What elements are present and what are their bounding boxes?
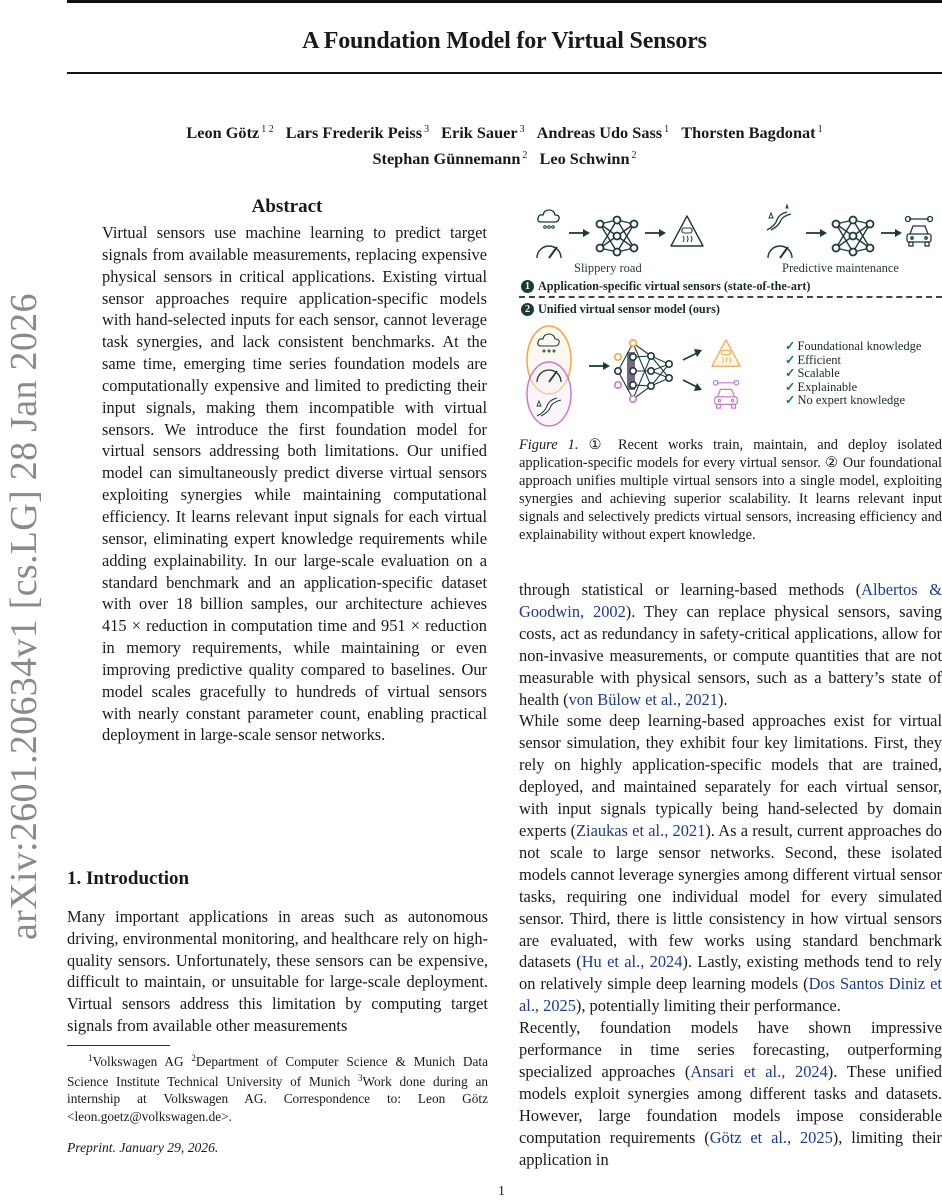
abstract-section	[67, 196, 487, 746]
neural-network-icon	[831, 216, 875, 256]
benefit-item: ✓ Scalable	[785, 366, 840, 381]
author: Andreas Udo Sass $^1$	[536, 123, 670, 142]
slippery-road-warning-icon	[709, 338, 743, 368]
introduction-paragraph: Many important applications in areas such as autonomous driving, environmental monitoring, and healthcare rely on high-quality sensors. Unfortunately, these sensors can be expensive, difficult to maintain, or unsuitable for large-scale deployment. Virtual sensors address this limitation by computing target signals from available other measurements	[67, 907, 488, 1035]
checkmark-icon: ✓	[785, 339, 796, 353]
introduction-heading: 1. Introduction	[67, 868, 190, 889]
slippery-road-label: Slippery road	[574, 261, 642, 275]
predictive-maintenance-label: Predictive maintenance	[782, 261, 899, 275]
benefit-item: ✓ No expert knowledge	[785, 393, 906, 408]
benefits-list	[785, 340, 921, 408]
figure-1-caption: Figure 1. ① Recent works train, maintain, and deploy isolated application-specific models for every virtual sensor. ② Our foundational approach unifies multiple virtual sensors into a single model, exploiting synergies and achieving superior scalability. It learns relevant input signals and selectively predicts virtual sensors, increasing efficiency and explainability without expert knowledge.	[519, 437, 942, 544]
author-line-1	[67, 118, 942, 144]
author-line-2	[67, 144, 942, 170]
car-maintenance-icon	[903, 214, 935, 250]
affiliation-footnote: $^1$Volkswagen AG $^2$Department of Computer Science & Munich Data Science Institute Technical University of Munich $^3$Work done during an internship at Volkswagen AG. Correspondence to: Leon Götz <leon.goetz@volkswagen.de>.	[67, 1053, 488, 1124]
figure-label: Figure 1.	[519, 437, 579, 453]
speedometer-icon	[765, 238, 795, 260]
author-list	[67, 118, 942, 170]
figure-1	[519, 198, 942, 426]
benefit-item: ✓ Efficient	[785, 352, 841, 367]
arrow-down-right-icon	[683, 378, 703, 392]
neural-network-icon	[595, 216, 639, 256]
citation-link[interactable]: Hu et al., 2024	[581, 952, 683, 972]
checkmark-icon: ✓	[785, 366, 796, 381]
arrow-right-icon	[589, 361, 611, 371]
page-number: 1	[498, 1184, 505, 1199]
abstract-text: Virtual sensors use machine learning to predict target signals from available measurements, replacing expensive physical sensors in critical applications. Existing virtual sensor approaches require application-specific models with hand-selected inputs for each sensor, cannot leverage task synergies, and lack consistent benchmarks. At the same time, emerging time series foundation models are computationally expensive and limited to predicting their input signals, making them incompatible with virtual sensors. We introduce the first foundation model for virtual sensors addressing both limitations. Our unified model can simultaneously predict diverse virtual sensors exploiting synergies while maintaining computational efficiency. It learns relevant input signals for each virtual sensor, eliminating expert knowledge requirements while adding explainability. In our large-scale evaluation on a standard benchmark and an application-specific dataset with over 18 billion samples, our architecture achieves 415 × reduction in computation time and 951 × reduction in memory requirements, while maintaining or even improving predictive quality compared to baselines. Our model scales gracefully to hundreds of virtual sensors with nearly constant parameter count, enabling practical deployment in large-scale sensor networks.	[102, 223, 487, 745]
title-rule	[67, 72, 942, 74]
speedometer-icon	[534, 238, 564, 260]
heading-unified-model: 2 Unified virtual sensor model (ours)	[521, 302, 720, 317]
author: Leon Götz $^{1 2}$	[186, 123, 274, 142]
number-badge: 2	[521, 303, 534, 316]
checkmark-icon: ✓	[785, 379, 796, 394]
dashed-divider	[519, 296, 942, 298]
citation-link[interactable]: Götz et al., 2025	[709, 1127, 833, 1147]
paper-title: A Foundation Model for Virtual Sensors	[302, 28, 707, 54]
arrow-right-icon	[806, 228, 828, 238]
paragraph: Recently, foundation models have shown impressive performance in time series forecasting, outperforming specialized approaches (Ansari et al., 2024). These unified models exploit synergies among different tasks and datasets. However, large foundation models impose considerable computation requirements (Götz et al., 2025), limiting their application in	[519, 1018, 942, 1169]
slippery-road-warning-icon	[669, 214, 705, 248]
heading-application-specific: 1 Application-specific virtual sensors (state-of-the-art)	[521, 279, 810, 294]
author: Lars Frederik Peiss $^3$	[285, 123, 430, 142]
number-badge: 1	[521, 280, 534, 293]
arrow-up-right-icon	[683, 348, 703, 362]
benefit-item: ✓ Explainable	[785, 379, 858, 394]
car-maintenance-icon	[711, 378, 741, 412]
author: Leo Schwinn $^2$	[539, 149, 637, 168]
checkmark-icon: ✓	[785, 393, 796, 408]
citation-link[interactable]: Dos Santos Diniz et al., 2025	[519, 974, 942, 1016]
arrow-right-icon	[881, 228, 903, 238]
benefit-item: ✓ Foundational knowledge	[785, 339, 922, 353]
preprint-date: Preprint. January 29, 2026.	[67, 1140, 219, 1155]
unified-neural-network-icon	[613, 338, 675, 404]
winding-road-icon	[765, 208, 793, 232]
arxiv-identifier-stamp[interactable]: arXiv:2601.20634v1 [cs.LG] 28 Jan 2026	[3, 293, 45, 940]
author: Thorsten Bagdonat $^1$	[681, 123, 823, 142]
abstract-heading: Abstract	[251, 196, 323, 217]
top-rule	[67, 0, 942, 3]
introduction-continued	[519, 579, 942, 1170]
author: Stephan Günnemann $^2$	[372, 149, 528, 168]
arrow-right-icon	[645, 228, 667, 238]
rain-cloud-icon	[536, 208, 562, 232]
author: Erik Sauer $^3$	[441, 123, 525, 142]
arrow-right-icon	[569, 228, 591, 238]
paragraph: While some deep learning-based approaches exist for virtual sensor simulation, they exhibit four key limitations. First, they rely on highly application-specific models that are trained, deployed, and maintained separately for each virtual sensor, with input signals typically being hand-selected by domain experts (Ziaukas et al., 2021). As a result, current approaches do not scale to large sensor networks. Second, these isolated models cannot leverage synergies among different virtual sensor tasks, requiring one individual model for every simulated sensor. Third, there is little consistency in how virtual sensors are evaluated, with few works using standard benchmark datasets (Hu et al., 2024). Lastly, existing methods tend to rely on relatively simple deep learning models (Dos Santos Diniz et al., 2025), potentially limiting their performance.	[519, 711, 942, 1016]
input-signal-groups-icon	[523, 324, 587, 428]
citation-link[interactable]: von Bülow et al., 2021	[568, 689, 718, 709]
paragraph: through statistical or learning-based methods (Albertos & Goodwin, 2002). They can replace physical sensors, saving costs, act as redundancy in safety-critical applications, allow for non-invasive measurements, or compute quantities that are not measurable with physical sensors, such as a battery’s state of health (von Bülow et al., 2021).	[519, 580, 942, 709]
footnote-rule	[67, 1045, 170, 1046]
checkmark-icon: ✓	[785, 352, 796, 367]
citation-link[interactable]: Albertos & Goodwin, 2002	[519, 580, 942, 621]
citation-link[interactable]: Ziaukas et al., 2021	[576, 820, 706, 840]
citation-link[interactable]: Ansari et al., 2024	[690, 1061, 828, 1081]
